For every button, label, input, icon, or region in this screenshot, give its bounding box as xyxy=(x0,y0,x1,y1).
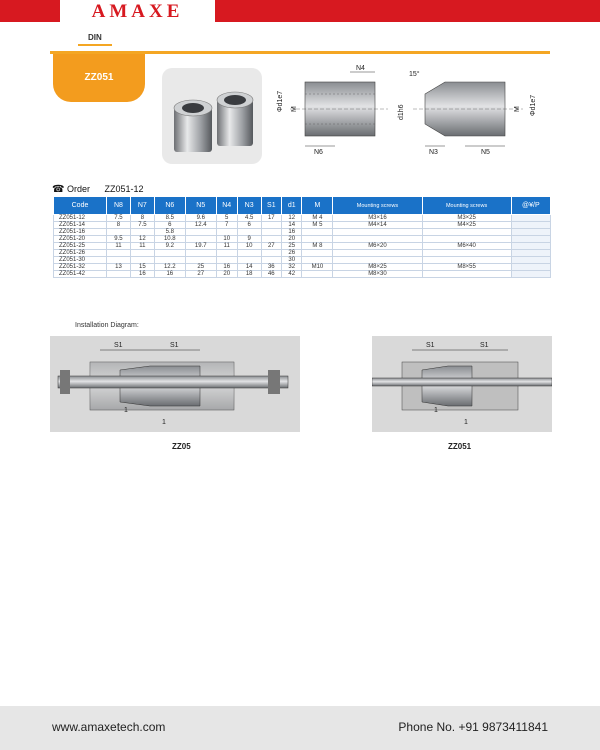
footer xyxy=(0,706,600,750)
table-cell: 6 xyxy=(237,222,261,229)
table-cell xyxy=(237,229,261,236)
table-cell: M4×25 xyxy=(422,222,511,229)
bushing-left xyxy=(174,100,212,152)
installation-diagram-left xyxy=(50,336,300,432)
dim-m: M xyxy=(291,106,298,112)
table-cell: 11 xyxy=(107,243,131,250)
header-bar xyxy=(0,0,600,22)
dim-d1: Φd1e7 xyxy=(277,90,284,112)
table-cell: ZZ051-25 xyxy=(54,243,107,250)
table-cell xyxy=(185,236,216,243)
table-cell: 4.5 xyxy=(237,215,261,222)
table-cell: 12 xyxy=(130,236,154,243)
table-cell: 13 xyxy=(107,264,131,271)
price-cell xyxy=(511,215,550,222)
table-cell xyxy=(302,250,333,257)
price-cell xyxy=(511,243,550,250)
table-cell: 19.7 xyxy=(185,243,216,250)
col-n3: N3 xyxy=(237,197,261,215)
dim-m-right: M xyxy=(514,106,521,112)
table-cell xyxy=(185,229,216,236)
product-code-tab: ZZ051 xyxy=(53,54,145,102)
order-label: Order xyxy=(66,184,90,194)
table-cell: 32 xyxy=(282,264,302,271)
technical-drawing-taper xyxy=(395,62,555,162)
table-cell: 8.5 xyxy=(154,215,185,222)
table-row xyxy=(54,215,551,222)
table-row xyxy=(54,236,551,243)
table-cell: 7 xyxy=(216,222,237,229)
table-cell xyxy=(261,229,281,236)
table-cell: 17 xyxy=(261,215,281,222)
table-cell: 36 xyxy=(261,264,281,271)
technical-drawing-side xyxy=(270,62,405,162)
col-n7: N7 xyxy=(130,197,154,215)
table-cell xyxy=(333,250,422,257)
spec-table xyxy=(53,196,551,278)
price-cell xyxy=(511,229,550,236)
col-n4: N4 xyxy=(216,197,237,215)
table-cell xyxy=(261,222,281,229)
table-cell: 14 xyxy=(282,222,302,229)
price-cell xyxy=(511,271,550,278)
table-cell xyxy=(333,229,422,236)
table-cell: 16 xyxy=(154,271,185,278)
inst-left-one-b: 1 xyxy=(162,419,166,426)
table-row xyxy=(54,264,551,271)
table-cell xyxy=(333,236,422,243)
table-cell xyxy=(261,236,281,243)
order-line xyxy=(52,184,144,195)
table-cell xyxy=(261,250,281,257)
inst-right-one-b: 1 xyxy=(464,419,468,426)
table-cell: 20 xyxy=(282,236,302,243)
table-cell: 5 xyxy=(216,215,237,222)
table-cell xyxy=(302,257,333,264)
dim-d1-left: d1h6 xyxy=(398,104,405,120)
table-cell: 42 xyxy=(282,271,302,278)
table-cell xyxy=(422,271,511,278)
table-cell: M3×25 xyxy=(422,215,511,222)
table-cell xyxy=(422,229,511,236)
table-cell: 16 xyxy=(130,271,154,278)
table-cell xyxy=(237,250,261,257)
phone-icon: ☎ xyxy=(52,184,65,195)
table-cell: ZZ051-30 xyxy=(54,257,107,264)
table-cell: 16 xyxy=(216,264,237,271)
table-cell: 10 xyxy=(237,243,261,250)
table-cell: 11 xyxy=(130,243,154,250)
table-cell: 14 xyxy=(237,264,261,271)
col-price: @¥/P xyxy=(511,197,550,215)
table-cell xyxy=(185,257,216,264)
table-cell: 12 xyxy=(282,215,302,222)
col-n6: N6 xyxy=(154,197,185,215)
table-cell: 5.8 xyxy=(154,229,185,236)
table-cell xyxy=(422,236,511,243)
table-cell xyxy=(302,271,333,278)
col-s1: S1 xyxy=(261,197,281,215)
col-n8: N8 xyxy=(107,197,131,215)
table-cell: ZZ051-14 xyxy=(54,222,107,229)
table-cell: 20 xyxy=(216,271,237,278)
col-m: M xyxy=(302,197,333,215)
order-example: ZZ051-12 xyxy=(104,184,144,194)
table-row xyxy=(54,229,551,236)
table-cell: 26 xyxy=(282,250,302,257)
table-cell: 7.5 xyxy=(130,222,154,229)
table-cell xyxy=(107,250,131,257)
spec-table-body xyxy=(54,215,551,278)
installation-diagram-right xyxy=(372,336,552,432)
table-cell xyxy=(261,257,281,264)
inst-left-one-a: 1 xyxy=(124,407,128,414)
product-photo xyxy=(162,68,262,164)
table-cell xyxy=(422,257,511,264)
table-cell: ZZ051-32 xyxy=(54,264,107,271)
table-cell: 12.2 xyxy=(154,264,185,271)
inst-right-s1-a: S1 xyxy=(426,342,435,349)
table-cell: ZZ051-42 xyxy=(54,271,107,278)
bushing-right xyxy=(217,92,253,146)
table-cell xyxy=(107,229,131,236)
table-cell xyxy=(237,257,261,264)
standard-underline xyxy=(78,44,112,46)
table-cell: 30 xyxy=(282,257,302,264)
inst-right-one-a: 1 xyxy=(434,407,438,414)
table-cell xyxy=(107,271,131,278)
table-cell xyxy=(107,257,131,264)
table-cell: 25 xyxy=(185,264,216,271)
table-row xyxy=(54,243,551,250)
table-cell xyxy=(302,236,333,243)
dim-n4: N4 xyxy=(356,65,365,72)
spec-table-header xyxy=(54,197,551,215)
table-cell xyxy=(422,250,511,257)
inst-left-s1-b: S1 xyxy=(170,342,179,349)
table-cell: 15 xyxy=(130,264,154,271)
table-cell xyxy=(216,257,237,264)
table-cell: M8×30 xyxy=(333,271,422,278)
table-row xyxy=(54,257,551,264)
table-cell xyxy=(154,257,185,264)
installation-label: Installation Diagram: xyxy=(75,322,139,329)
table-cell xyxy=(154,250,185,257)
inst-left-s1-a: S1 xyxy=(114,342,123,349)
table-cell xyxy=(216,250,237,257)
table-cell: 9.6 xyxy=(185,215,216,222)
table-cell: 46 xyxy=(261,271,281,278)
table-row xyxy=(54,222,551,229)
bushing-pair-illustration xyxy=(162,68,262,164)
table-cell: M3×16 xyxy=(333,215,422,222)
table-cell: 6 xyxy=(154,222,185,229)
inst-right-s1-b: S1 xyxy=(480,342,489,349)
col-code: Code xyxy=(54,197,107,215)
brand-logo: AMAXE xyxy=(60,0,215,22)
table-cell xyxy=(130,250,154,257)
table-cell: 7.5 xyxy=(107,215,131,222)
table-cell: 11 xyxy=(216,243,237,250)
table-cell: ZZ051-20 xyxy=(54,236,107,243)
table-cell xyxy=(333,257,422,264)
table-cell xyxy=(130,229,154,236)
price-cell xyxy=(511,250,550,257)
dim-n6: N6 xyxy=(314,149,323,156)
table-cell: M6×20 xyxy=(333,243,422,250)
table-cell: 27 xyxy=(185,271,216,278)
table-cell xyxy=(216,229,237,236)
table-cell: 9 xyxy=(237,236,261,243)
table-cell: 18 xyxy=(237,271,261,278)
table-cell: 10.8 xyxy=(154,236,185,243)
table-cell xyxy=(130,257,154,264)
table-cell: M6×40 xyxy=(422,243,511,250)
table-cell: M 4 xyxy=(302,215,333,222)
col-d1: d1 xyxy=(282,197,302,215)
table-cell xyxy=(302,229,333,236)
table-cell: 16 xyxy=(282,229,302,236)
table-cell: 8 xyxy=(107,222,131,229)
table-cell: 12.4 xyxy=(185,222,216,229)
installation-caption-right: ZZ051 xyxy=(448,442,472,451)
table-cell: M10 xyxy=(302,264,333,271)
table-cell: 25 xyxy=(282,243,302,250)
price-cell xyxy=(511,236,550,243)
installation-caption-left: ZZ05 xyxy=(172,442,191,451)
dim-d1-right: Φd1e7 xyxy=(530,94,537,116)
table-cell xyxy=(185,250,216,257)
footer-phone: Phone No. +91 9873411841 xyxy=(398,720,548,734)
col-n5: N5 xyxy=(185,197,216,215)
price-cell xyxy=(511,222,550,229)
table-cell: M 5 xyxy=(302,222,333,229)
table-cell: M8×25 xyxy=(333,264,422,271)
dim-n3: N3 xyxy=(429,149,438,156)
table-cell: 9.5 xyxy=(107,236,131,243)
dim-n5: N5 xyxy=(481,149,490,156)
price-cell xyxy=(511,264,550,271)
table-cell: M8×55 xyxy=(422,264,511,271)
footer-website-link[interactable]: www.amaxetech.com xyxy=(52,720,166,734)
table-cell: ZZ051-12 xyxy=(54,215,107,222)
col-mount-b: Mounting screws xyxy=(422,197,511,215)
table-cell: 8 xyxy=(130,215,154,222)
table-cell: 27 xyxy=(261,243,281,250)
table-row xyxy=(54,271,551,278)
col-mount-a: Mounting screws xyxy=(333,197,422,215)
table-row xyxy=(54,250,551,257)
table-cell: M 8 xyxy=(302,243,333,250)
table-cell: ZZ051-16 xyxy=(54,229,107,236)
dim-angle: 15° xyxy=(409,71,420,78)
table-cell: M4×14 xyxy=(333,222,422,229)
price-cell xyxy=(511,257,550,264)
table-cell: 10 xyxy=(216,236,237,243)
table-cell: ZZ051-26 xyxy=(54,250,107,257)
table-cell: 9.2 xyxy=(154,243,185,250)
standard-label: DIN xyxy=(88,33,102,42)
